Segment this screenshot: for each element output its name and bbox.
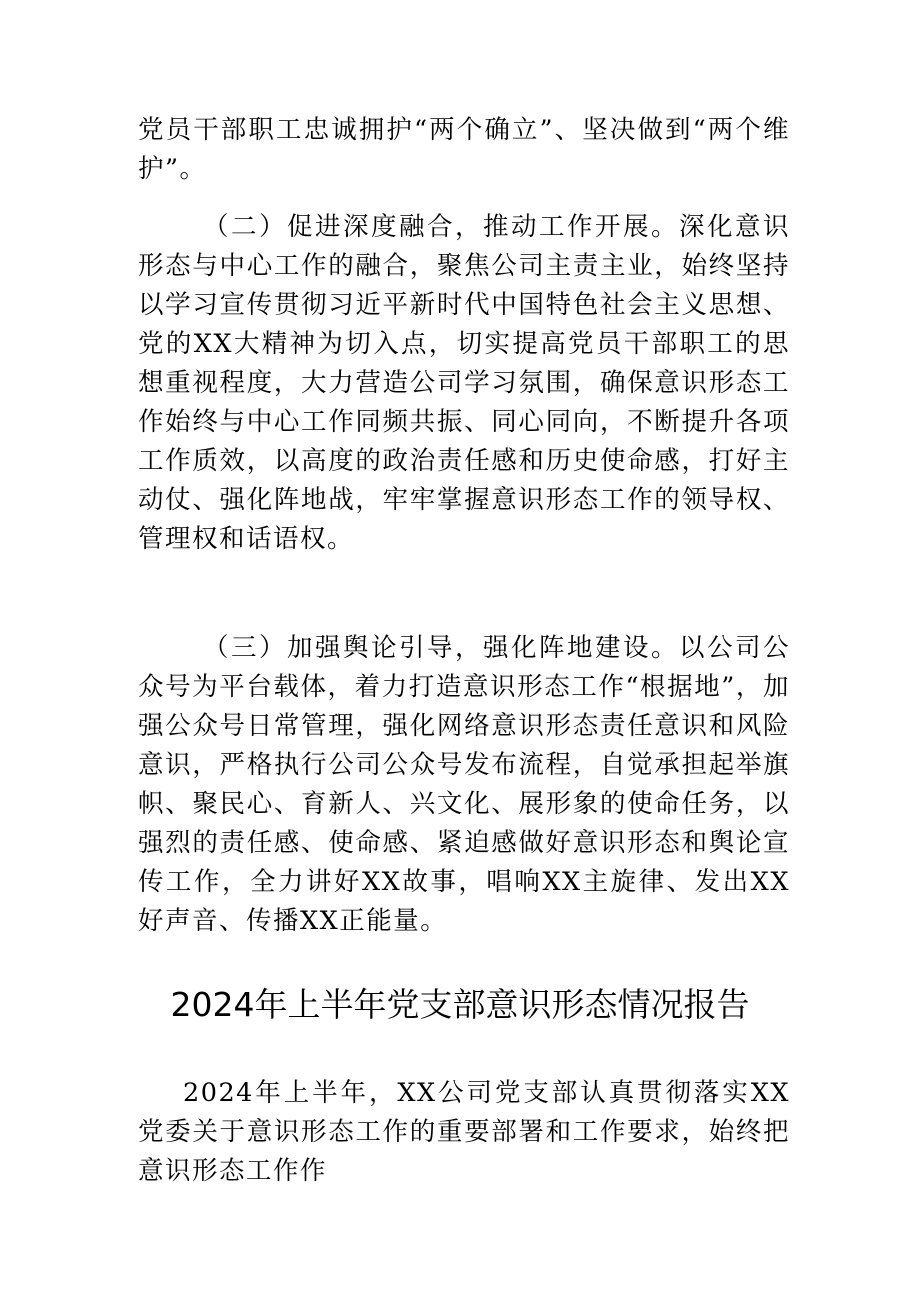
paragraph-section-two: （二）促进深度融合，推动工作开展。深化意识形态与中心工作的融合，聚焦公司主责主业，始终坚持以学习宣传贯彻习近平新时代中国特色社会主义思想、党的XX大精神为切入点，切实提高党员干部职工的思想重视程度，大力营造公司学习氛围，确保意识形态工作始终与中心工作同频共振、同心同向，不断提升各项工作质效，以高度的政治责任感和历史使命感，打好主动仗、强化阵地战，牢牢掌握意识形态工作的领导权、管理权和话语权。 xyxy=(138,212,790,554)
paragraph-continuation: 党员干部职工忠诚拥护“两个确立”、坚决做到“两个维护”。 xyxy=(138,115,790,184)
report-intro-paragraph: 2024年上半年，XX公司党支部认真贯彻落实XX党委关于意识形态工作的重要部署和工作要求，始终把意识形态工作作 xyxy=(138,1078,790,1186)
report-title: 2024年上半年党支部意识形态情况报告 xyxy=(170,985,750,1024)
paragraph-section-three: （三）加强舆论引导，强化阵地建设。以公司公众号为平台载体，着力打造意识形态工作“根据地”，加强公众号日常管理，强化网络意识形态责任意识和风险意识，严格执行公司公众号发布流程，自觉承担起举旗帜、聚民心、育新人、兴文化、展形象的使命任务，以强烈的责任感、使命感、紧迫感做好意识形态和舆论宣传工作，全力讲好XX故事，唱响XX主旋律、发出XX好声音、传播XX正能量。 xyxy=(138,633,790,936)
